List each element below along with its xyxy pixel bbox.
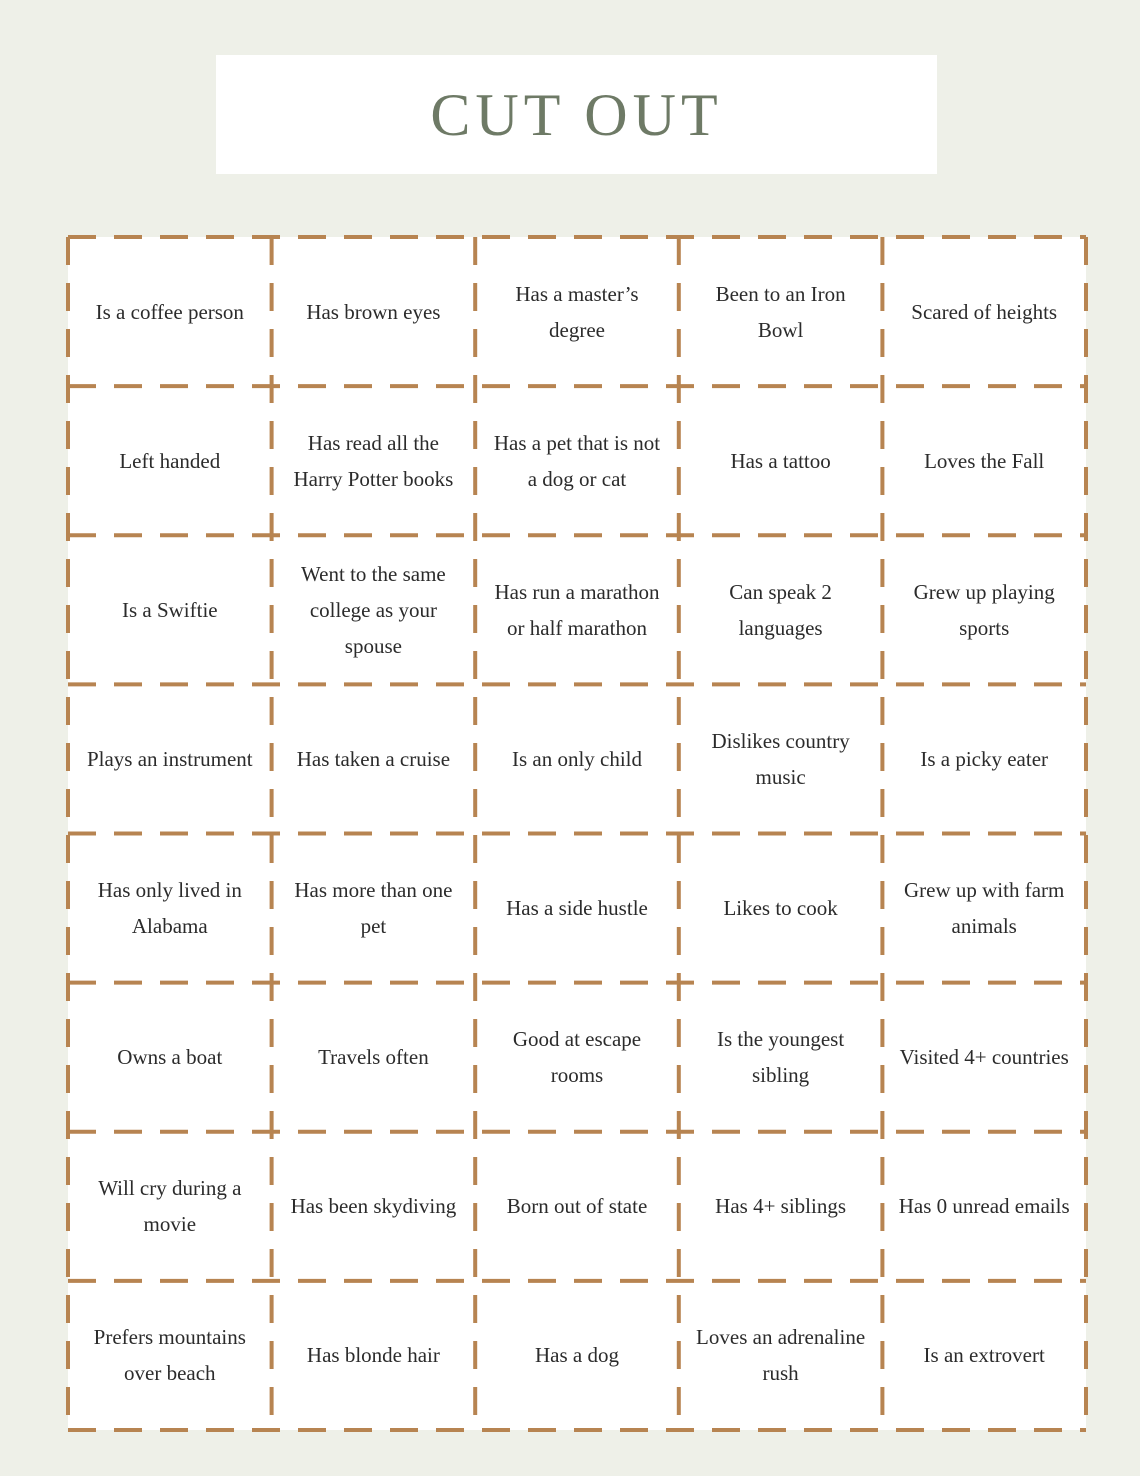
card-cell[interactable]: Has 4+ siblings xyxy=(715,1194,847,1219)
card-cell[interactable]: Is a coffee person xyxy=(95,299,244,324)
card-cell[interactable]: Is a picky eater xyxy=(920,746,1049,771)
card-cell[interactable]: Is a Swiftie xyxy=(121,597,218,622)
card-cell[interactable]: Has been skydiving xyxy=(290,1194,457,1219)
card-cell[interactable]: Will cry during a movie xyxy=(98,1176,242,1237)
card-cell[interactable]: Has a dog xyxy=(535,1343,619,1368)
card-cell[interactable]: Good at escape rooms xyxy=(512,1027,642,1088)
card-cell[interactable]: Is the youngest sibling xyxy=(717,1027,845,1088)
card-cell[interactable]: Has run a marathon or half marathon xyxy=(494,579,660,640)
card-cell[interactable]: Scared of heights xyxy=(911,299,1058,324)
card-cell[interactable]: Dislikes country music xyxy=(711,728,850,789)
card-cell[interactable]: Has a pet that is not a dog or cat xyxy=(493,430,661,491)
card-cell[interactable]: Born out of state xyxy=(506,1194,648,1219)
card-cell[interactable]: Went to the same college as your spouse xyxy=(301,561,446,658)
title-banner xyxy=(216,55,937,174)
card-cell[interactable]: Has a side hustle xyxy=(506,896,648,921)
page-title: CUT OUT xyxy=(430,81,723,148)
card-cell[interactable]: Has brown eyes xyxy=(306,299,441,324)
card-cell[interactable]: Can speak 2 languages xyxy=(729,579,832,640)
card-cell[interactable]: Is an only child xyxy=(511,746,643,771)
card-cell[interactable]: Loves the Fall xyxy=(924,448,1045,473)
card-cell[interactable]: Has taken a cruise xyxy=(296,746,451,771)
bingo-card-grid xyxy=(68,237,1086,1430)
card-cell[interactable]: Visited 4+ countries xyxy=(899,1045,1069,1070)
card-cell[interactable]: Prefers mountains over beach xyxy=(93,1325,246,1386)
card-cell[interactable]: Has only lived in Alabama xyxy=(97,878,242,939)
card-cell[interactable]: Has 0 unread emails xyxy=(898,1194,1070,1219)
card-cell[interactable]: Has blonde hair xyxy=(306,1343,440,1368)
card-cell[interactable]: Left handed xyxy=(119,448,221,473)
card-cell[interactable]: Has read all the Harry Potter books xyxy=(293,430,454,491)
card-cell[interactable]: Has more than one pet xyxy=(294,878,453,939)
card-cell[interactable]: Grew up with farm animals xyxy=(904,878,1065,939)
card-cell[interactable]: Travels often xyxy=(318,1045,429,1070)
card-cell[interactable]: Been to an Iron Bowl xyxy=(715,281,846,342)
card-cell[interactable]: Loves an adrenaline rush xyxy=(696,1325,866,1386)
card-cell[interactable]: Is an extrovert xyxy=(923,1343,1045,1368)
card-cell[interactable]: Plays an instrument xyxy=(86,746,253,771)
card-cell[interactable]: Has a tattoo xyxy=(730,448,831,473)
card-cell[interactable]: Has a master’s degree xyxy=(515,281,639,342)
card-cell[interactable]: Grew up playing sports xyxy=(913,579,1055,640)
card-cell[interactable]: Owns a boat xyxy=(117,1045,223,1070)
card-cell[interactable]: Likes to cook xyxy=(723,896,838,921)
